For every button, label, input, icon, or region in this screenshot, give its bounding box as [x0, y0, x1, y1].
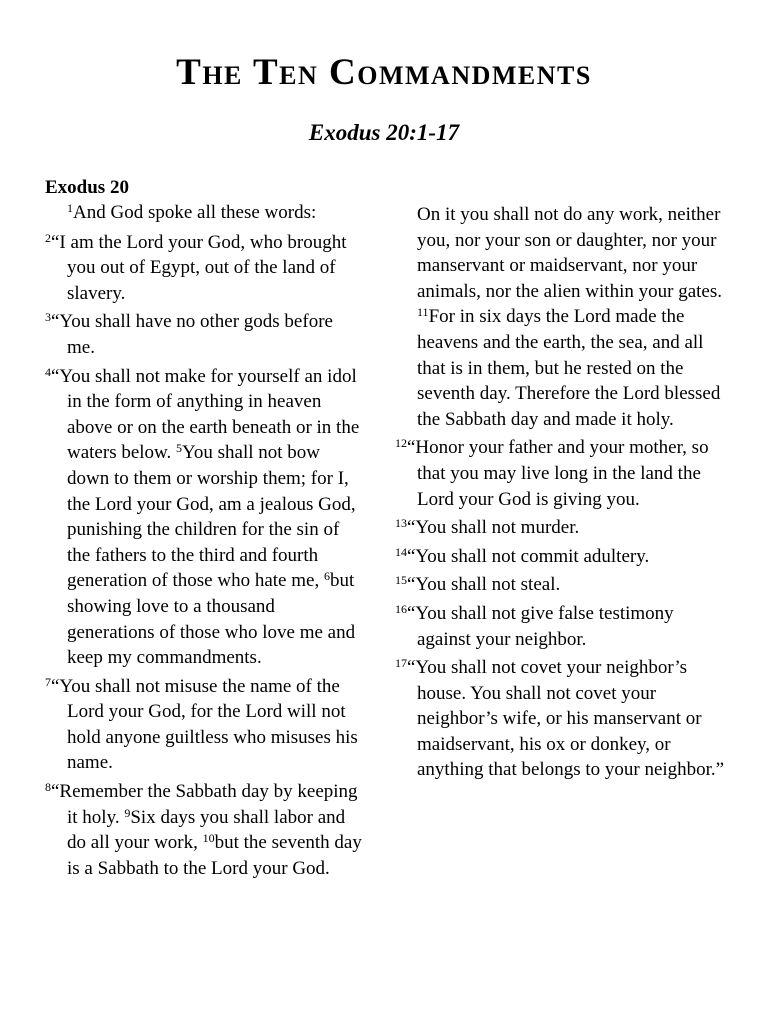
verse-number: 3 [45, 310, 51, 325]
verse-text: For in six days the Lord made the heavens and the earth, the sea, and all that is in them, but he rested on the seventh day. Therefore the Lord blessed the Sabbath day and made it holy. [417, 306, 721, 430]
verse-number: 13 [395, 516, 407, 531]
verse-text: And God spoke all these words: [73, 202, 317, 223]
verse-17 [395, 655, 725, 783]
verse-12 [395, 435, 725, 512]
scripture-reference: Exodus 20:1-17 [308, 120, 460, 145]
verse-text: but showing love to a thousand generations of those who love me and keep my commandments. [67, 570, 356, 669]
verse-text: “Honor your father and your mother, so that you may live long in the land the Lord your God is giving you. [407, 437, 709, 510]
right-column [395, 202, 725, 786]
verse-text: You shall not bow down to them or worship them; for I, the Lord your God, am a jealous God, punishing the children for the sin of the fathers to the third and fourth generation of those who hate me, [67, 442, 356, 592]
verse-text: “You shall not murder. [407, 517, 580, 539]
verse-text: “Remember the Sabbath day by keeping it holy. [51, 781, 358, 828]
page-title: The Ten Commandments [176, 52, 592, 93]
verse-number: 4 [45, 364, 51, 379]
verse-number: 16 [395, 601, 407, 616]
verse-text: On it you shall not do any work, neither you, nor your son or daughter, nor your manservant or maidservant, nor your animals, nor the alien within your gates. [417, 204, 722, 302]
verse-7 [45, 674, 365, 776]
verse-16 [395, 601, 725, 652]
verse-number: 14 [395, 544, 407, 559]
verse-number: 1 [67, 201, 73, 215]
verse-number: 8 [45, 780, 51, 795]
verse-text: “You shall not steal. [407, 574, 561, 596]
verse-14 [395, 544, 725, 570]
verse-8-10 [45, 779, 365, 881]
verse-number: 9 [124, 805, 131, 820]
verse-number: 11 [417, 305, 429, 320]
verse-text: “You shall not give false testimony against your neighbor. [407, 602, 674, 650]
verse-15 [395, 572, 725, 598]
verse-text: “You shall not commit adultery. [407, 545, 650, 567]
verse-text: “You shall have no other gods before me. [51, 311, 333, 358]
verse-text: “I am the Lord your God, who brought you out of Egypt, out of the land of slavery. [51, 231, 347, 304]
verse-number: 6 [323, 569, 330, 584]
verse-text: but the seventh day is a Sabbath to the Lord your God. [67, 832, 362, 879]
verse-text: “You shall not make for yourself an idol in the form of anything in heaven above or on the earth beneath or in the waters below. [51, 365, 360, 464]
verse-text: “You shall not misuse the name of the Lord your God, for the Lord will not hold anyone guiltless who misuses his name. [51, 675, 358, 774]
chapter-heading: Exodus 20 [45, 177, 129, 198]
verse-text: Six days you shall labor and do all your work, [67, 806, 346, 854]
verse-3 [45, 309, 365, 360]
left-column [45, 176, 365, 884]
verse-number: 12 [395, 436, 407, 451]
verse-4-6 [45, 364, 365, 671]
verse-text: “You shall not covet your neighbor’s house. You shall not covet your neighbor’s wife, or his manservant or maidservant, his ox or donkey, or anything that belongs to your neighbor.” [407, 657, 725, 781]
verse-13 [395, 515, 725, 541]
verse-number: 17 [395, 656, 407, 671]
verse-number: 15 [395, 573, 407, 588]
verse-number: 10 [202, 831, 215, 846]
verse-1 [45, 200, 365, 226]
verse-number: 2 [45, 230, 51, 245]
verse-number: 5 [176, 441, 183, 456]
verse-10-11-continued [395, 202, 725, 432]
verse-2 [45, 230, 365, 307]
verse-number: 7 [45, 674, 51, 689]
